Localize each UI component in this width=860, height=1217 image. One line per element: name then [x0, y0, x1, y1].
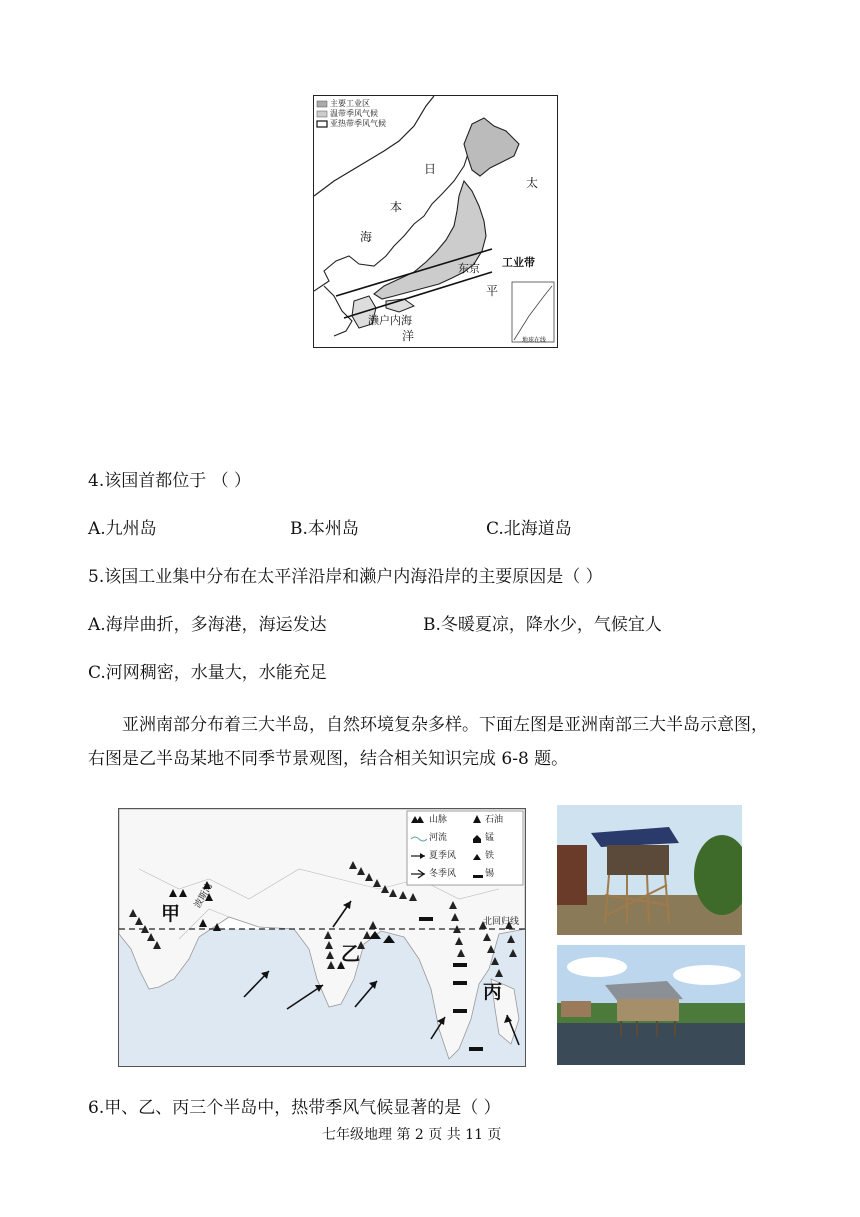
- q4-option-c: C.北海道岛: [486, 519, 572, 539]
- legend-summer-monsoon: 夏季风: [429, 851, 457, 861]
- south-asia-map: [118, 808, 526, 1067]
- intro-line-1: 亚洲南部分布着三大半岛，自然环境复杂多样。下面左图是亚洲南部三大半岛示意图，: [122, 715, 768, 735]
- label-ping: 平: [486, 284, 499, 298]
- map-credit: 地球在线: [522, 337, 547, 344]
- q6-stem: 6.甲、乙、丙三个半岛中，热带季风气候显著的是（ ）: [88, 1098, 501, 1118]
- label-jia: 甲: [161, 903, 181, 925]
- label-tai: 太: [526, 176, 539, 190]
- legend-river: 河流: [429, 833, 448, 843]
- legend-tin: 锡: [485, 869, 495, 879]
- intro-line-2: 右图是乙半岛某地不同季节景观图，结合相关知识完成 6-8 题。: [88, 749, 569, 769]
- label-ben: 本: [390, 200, 403, 214]
- legend-subtropical: 亚热带季风气候: [330, 119, 386, 128]
- page-footer: 七年级地理 第 2 页 共 11 页: [322, 1127, 502, 1143]
- japan-map: [313, 95, 558, 348]
- q5-option-a: A.海岸曲折，多海港，海运发达: [88, 615, 327, 635]
- photo-dry-season: [557, 805, 742, 935]
- q5-option-b: B.冬暖夏凉，降水少，气候宜人: [423, 615, 662, 635]
- label-persian-gulf: 波斯湾: [193, 881, 216, 910]
- label-tokyo: 东京: [458, 262, 480, 275]
- q4-option-a: A.九州岛: [88, 519, 157, 539]
- label-tropic: 北回归线: [483, 917, 520, 927]
- q4-stem: 4.该国首都位于 （ ）: [88, 471, 252, 491]
- q5-option-c: C.河网稠密，水量大，水能充足: [88, 663, 327, 683]
- legend-mountain: 山脉: [429, 815, 448, 825]
- legend-winter-monsoon: 冬季风: [429, 869, 457, 879]
- q5-stem: 5.该国工业集中分布在太平洋沿岸和濑户内海沿岸的主要原因是（ ）: [88, 567, 603, 587]
- label-bing: 丙: [483, 981, 503, 1003]
- label-industrial-belt: 工业带: [502, 256, 535, 269]
- label-yi: 乙: [341, 943, 361, 965]
- label-hai: 海: [360, 230, 373, 244]
- q4-option-b: B.本州岛: [290, 519, 359, 539]
- label-yang: 洋: [402, 329, 415, 343]
- legend-oil: 石油: [485, 815, 504, 825]
- legend-industrial: 主要工业区: [330, 99, 370, 108]
- legend-iron: 铁: [485, 851, 495, 861]
- legend-temperate: 温带季风气候: [330, 109, 378, 118]
- photo-wet-season: [557, 945, 745, 1065]
- legend-manganese: 锰: [485, 833, 495, 843]
- label-ri: 日: [424, 162, 437, 176]
- label-seto: 濑户内海: [368, 314, 412, 327]
